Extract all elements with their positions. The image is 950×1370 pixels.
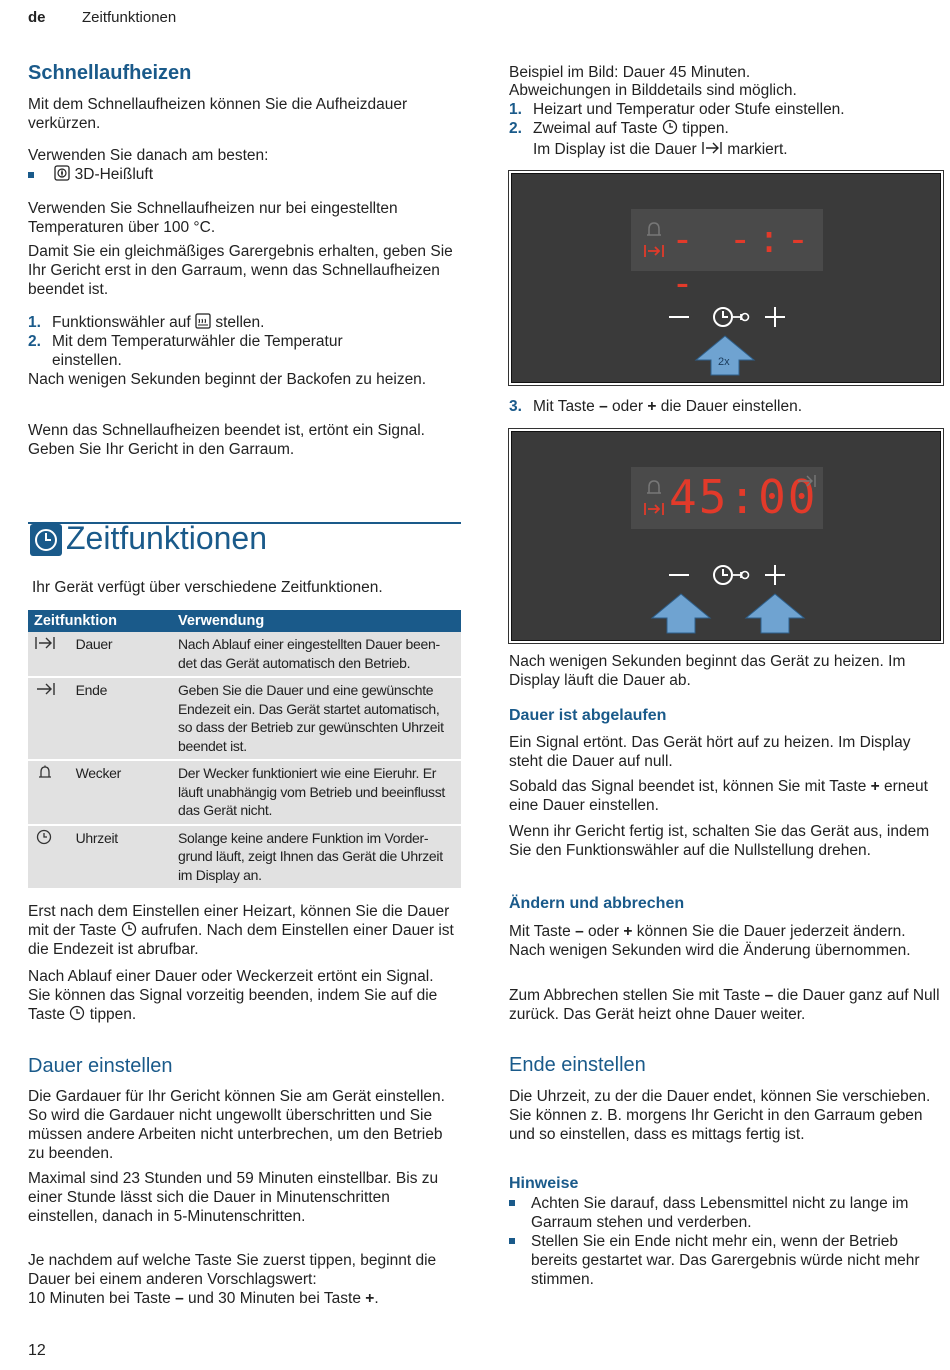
r-step-2-detail: [533, 140, 788, 159]
display-icons: [643, 219, 665, 263]
text-part: .: [374, 1290, 379, 1307]
table-cell-usage: Geben Sie die Dauer und eine gewünschte Endezeit ein. Das Gerät startet automatisch, so dass der Betrieb zur gewünschten Uhrzeit beendet ist.: [172, 677, 461, 760]
bell-icon: [34, 764, 56, 780]
duration-icon: [701, 140, 723, 156]
text-part: Im Display ist die Dauer: [533, 141, 697, 158]
table-row: [28, 677, 461, 760]
hinweis-item: [509, 1194, 939, 1232]
dauer-paragraph-3: Je nachdem auf welche Taste Sie zuerst tippen, beginnt die Dauer bei einem anderen Vorschlagswert:: [28, 1252, 437, 1288]
text-part: und 30 Minuten bei Taste: [188, 1290, 361, 1307]
bell-icon: [647, 481, 661, 493]
plus-symbol-icon: +: [365, 1290, 375, 1307]
duration-icon: [645, 503, 663, 515]
step-text-end: tippen.: [682, 120, 729, 137]
text-part: markiert.: [727, 141, 788, 158]
schnell-paragraph-3: Verwenden Sie Schnellaufheizen nur bei eingestellten Temperaturen über 100 °C.: [28, 200, 398, 236]
r-step-1: [509, 100, 845, 119]
ende-einstellen-heading: Ende einstellen: [509, 1054, 646, 1076]
display-1: [631, 209, 823, 305]
clock-button-icon: [121, 921, 137, 937]
text-part: erneut eine Dauer einstellen.: [509, 778, 928, 814]
abg-paragraph-3: Wenn ihr Gericht fertig ist, schalten Sie das Gerät aus, indem Sie den Funktionswähler auf die Nullstellung drehen.: [509, 823, 930, 859]
text-part: die Dauer einstellen.: [660, 398, 803, 415]
step-number: 2.: [509, 120, 522, 137]
table-cell-usage: Solange keine andere Funktion im Vorder-grund läuft, zeigt Ihnen das Gerät die Uhrzeit im Display an.: [172, 825, 461, 890]
plus-symbol-icon: +: [870, 778, 880, 795]
duration-icon: [34, 635, 56, 651]
press-count-label: 2x: [718, 356, 730, 368]
function-name: Ende: [75, 682, 108, 698]
minus-symbol-icon: –: [575, 923, 584, 940]
end-icon: [34, 681, 56, 697]
schnell-paragraph-1: Mit dem Schnellaufheizen können Sie die Aufheizdauer verkürzen.: [28, 96, 408, 132]
key-icon: [733, 314, 741, 320]
zeit-paragraph-2: [28, 967, 460, 1024]
dauer-paragraph-1: Die Gardauer für Ihr Gericht können Sie am Gerät einstellen. So wird die Gardauer nicht ungewollt überschritten und Sie müssen andere Arbeiten nicht unterbrechen, um den Betrieb zu beenden.: [28, 1088, 445, 1162]
step-number: 3.: [509, 398, 522, 415]
aend-paragraph-2: [509, 986, 941, 1024]
time-functions-table: [28, 610, 461, 890]
schnell-bullet: [28, 165, 153, 184]
bullet-square: [509, 1200, 515, 1206]
abg-paragraph-1: Ein Signal ertönt. Das Gerät hört auf zu heizen. Im Display steht die Dauer auf null.: [509, 734, 911, 770]
dauer-paragraph-3-line: [28, 1289, 463, 1308]
schnell-paragraph-2: Verwenden Sie danach am besten:: [28, 147, 269, 164]
minus-symbol-icon: –: [175, 1290, 184, 1307]
plus-symbol-icon: +: [647, 398, 657, 415]
step-text: Zweimal auf Taste: [533, 120, 658, 137]
hot-air-3d-icon: [54, 165, 70, 181]
table-header-usage: Verwendung: [172, 610, 461, 632]
bullet-text: 3D-Heißluft: [74, 166, 154, 183]
aendern-heading: Ändern und abbrechen: [509, 895, 685, 912]
step-number: 1.: [509, 101, 522, 118]
hinweise-heading: Hinweise: [509, 1175, 579, 1192]
table-cell-function: [28, 632, 172, 677]
display-icons: [643, 477, 665, 521]
text-part: Mit Taste: [533, 398, 595, 415]
text-part: Mit Taste: [509, 923, 571, 940]
step-number: 2.: [28, 333, 41, 350]
minus-symbol-icon: –: [764, 987, 774, 1004]
clock-icon: [30, 524, 62, 556]
dauer-paragraph-2: Maximal sind 23 Stunden und 59 Minuten einstellbar. Bis zu einer Stunde lässt sich die Dauer in Minutenschritten einstellen, danach in 5-Minutenschritten.: [28, 1170, 439, 1225]
bullet-square: [28, 172, 34, 178]
text-part: Nach Ablauf einer Dauer oder Weckerzeit ertönt ein Signal. Sie können das Signal vorzeitig beenden, indem Sie auf die Taste: [28, 968, 438, 1023]
minus-symbol-icon: –: [599, 398, 608, 415]
step-number: 1.: [28, 314, 41, 331]
control-panel-1: [511, 173, 941, 383]
text-part: tippen.: [89, 1006, 137, 1023]
clock-button-icon: [69, 1005, 85, 1021]
step-text-end: stellen.: [215, 314, 265, 331]
language-code: de: [28, 9, 46, 26]
plus-symbol-icon: +: [623, 923, 633, 940]
display-1-digits: - -:- -: [671, 217, 816, 305]
schnell-paragraph-5: Nach wenigen Sekunden beginnt der Backofen zu heizen.: [28, 371, 427, 388]
example-line-2: Abweichungen in Bilddetails sind möglich.: [509, 82, 797, 99]
table-cell-function: [28, 760, 172, 825]
schnell-step-1: [28, 313, 468, 332]
text-part: die Dauer ganz auf Null zurück. Das Gerät heizt ohne Dauer weiter.: [509, 987, 940, 1023]
table-cell-function: [28, 677, 172, 760]
text-part: können Sie die Dauer jederzeit ändern. Nach wenigen Sekunden wird die Änderung übernommen.: [509, 923, 911, 959]
step-text: Heizart und Temperatur oder Stufe einstellen.: [533, 101, 845, 118]
clock-button-icon: [662, 119, 678, 135]
schnell-paragraph-4: Damit Sie ein gleichmäßiges Garergebnis erhalten, geben Sie Ihr Gericht erst in den Garraum, wenn das Schnellaufheizen beendet ist.: [28, 243, 453, 298]
table-cell-function: [28, 825, 172, 890]
press-arrow-icon: [694, 334, 756, 376]
bullet-square: [509, 1238, 515, 1244]
text-part: oder: [612, 398, 644, 415]
hinweis-text: Stellen Sie ein Ende nicht mehr ein, wenn der Betrieb bereits gestartet war. Das Garergebnis würde nicht mehr stimmen.: [531, 1233, 920, 1288]
display-2-digits: 45:00: [669, 470, 818, 524]
hinweis-text: Achten Sie darauf, dass Lebensmittel nicht zu lange im Garraum stehen und verderben.: [531, 1195, 909, 1231]
hinweis-item: [509, 1232, 939, 1289]
step-text: Mit dem Temperaturwähler die Temperatur einstellen.: [52, 333, 343, 369]
bell-icon: [647, 223, 661, 235]
table-row: [28, 825, 461, 890]
plus-icon: [765, 565, 785, 585]
dauer-abgelaufen-heading: Dauer ist abgelaufen: [509, 707, 667, 724]
text-part: aufrufen. Nach dem Einstellen einer Dauer ist die Endezeit ist abrufbar.: [28, 922, 454, 958]
step-text: Funktionswähler auf: [52, 314, 191, 331]
function-name: Dauer: [75, 636, 113, 652]
r-step-2: [509, 119, 729, 138]
display-2: [631, 467, 823, 529]
press-arrow-plus-icon: [744, 592, 806, 634]
function-name: Uhrzeit: [75, 829, 118, 846]
zeit-paragraph-1: [28, 902, 460, 959]
control-panel-2: [511, 431, 941, 641]
schnell-step-2: [28, 332, 408, 370]
ende-paragraph-1: Die Uhrzeit, zu der die Dauer endet, können Sie verschieben. Sie können z. B. morgens Ihr Gericht in den Garraum geben und so einstellen, dass es mittags fertig ist.: [509, 1088, 931, 1143]
header-section-title: Zeitfunktionen: [82, 9, 177, 26]
key-icon: [733, 572, 741, 578]
button-row-1: [667, 302, 787, 332]
table-header-function: Zeitfunktion: [28, 610, 172, 632]
zeit-intro: Ihr Gerät verfügt über verschiedene Zeitfunktionen.: [32, 579, 383, 596]
example-line-1: Beispiel im Bild: Dauer 45 Minuten.: [509, 64, 751, 81]
rapid-heat-icon: [195, 313, 211, 329]
press-arrow-minus-icon: [650, 592, 712, 634]
page-number: 12: [28, 1342, 46, 1359]
zeitfunktionen-heading: Zeitfunktionen: [66, 520, 268, 556]
text-part: Erst nach dem Einstellen einer Heizart, können Sie die Dauer mit der Taste: [28, 903, 450, 939]
r-step-3: [509, 397, 802, 416]
button-row-2: [667, 560, 787, 590]
function-name: Wecker: [75, 765, 121, 781]
table-cell-usage: Der Wecker funktioniert wie eine Eieruhr. Er läuft unabhängig vom Betrieb und beeinflusst das Gerät nicht.: [172, 760, 461, 825]
table-cell-usage: Nach Ablauf einer eingestellten Dauer been-det das Gerät automatisch den Betrieb.: [172, 632, 461, 677]
abg-paragraph-2: [509, 777, 939, 815]
text-part: Sobald das Signal beendet ist, können Sie mit Taste: [509, 778, 867, 795]
text-part: Zum Abbrechen stellen Sie mit Taste: [509, 987, 761, 1004]
clock-icon: [34, 829, 56, 845]
plus-icon: [765, 307, 785, 327]
duration-icon: [645, 245, 663, 257]
schnellaufheizen-heading: Schnellaufheizen: [28, 62, 192, 84]
dauer-einstellen-heading: Dauer einstellen: [28, 1055, 173, 1077]
aend-paragraph-1: [509, 922, 929, 960]
schnell-paragraph-6: Wenn das Schnellaufheizen beendet ist, ertönt ein Signal. Geben Sie Ihr Gericht in den Garraum.: [28, 422, 425, 458]
r-paragraph-1: Nach wenigen Sekunden beginnt das Gerät zu heizen. Im Display läuft die Dauer ab.: [509, 653, 906, 689]
table-row: [28, 632, 461, 677]
table-row: [28, 760, 461, 825]
text-part: oder: [588, 923, 620, 940]
end-icon: [795, 473, 817, 489]
text-part: 10 Minuten bei Taste: [28, 1290, 171, 1307]
